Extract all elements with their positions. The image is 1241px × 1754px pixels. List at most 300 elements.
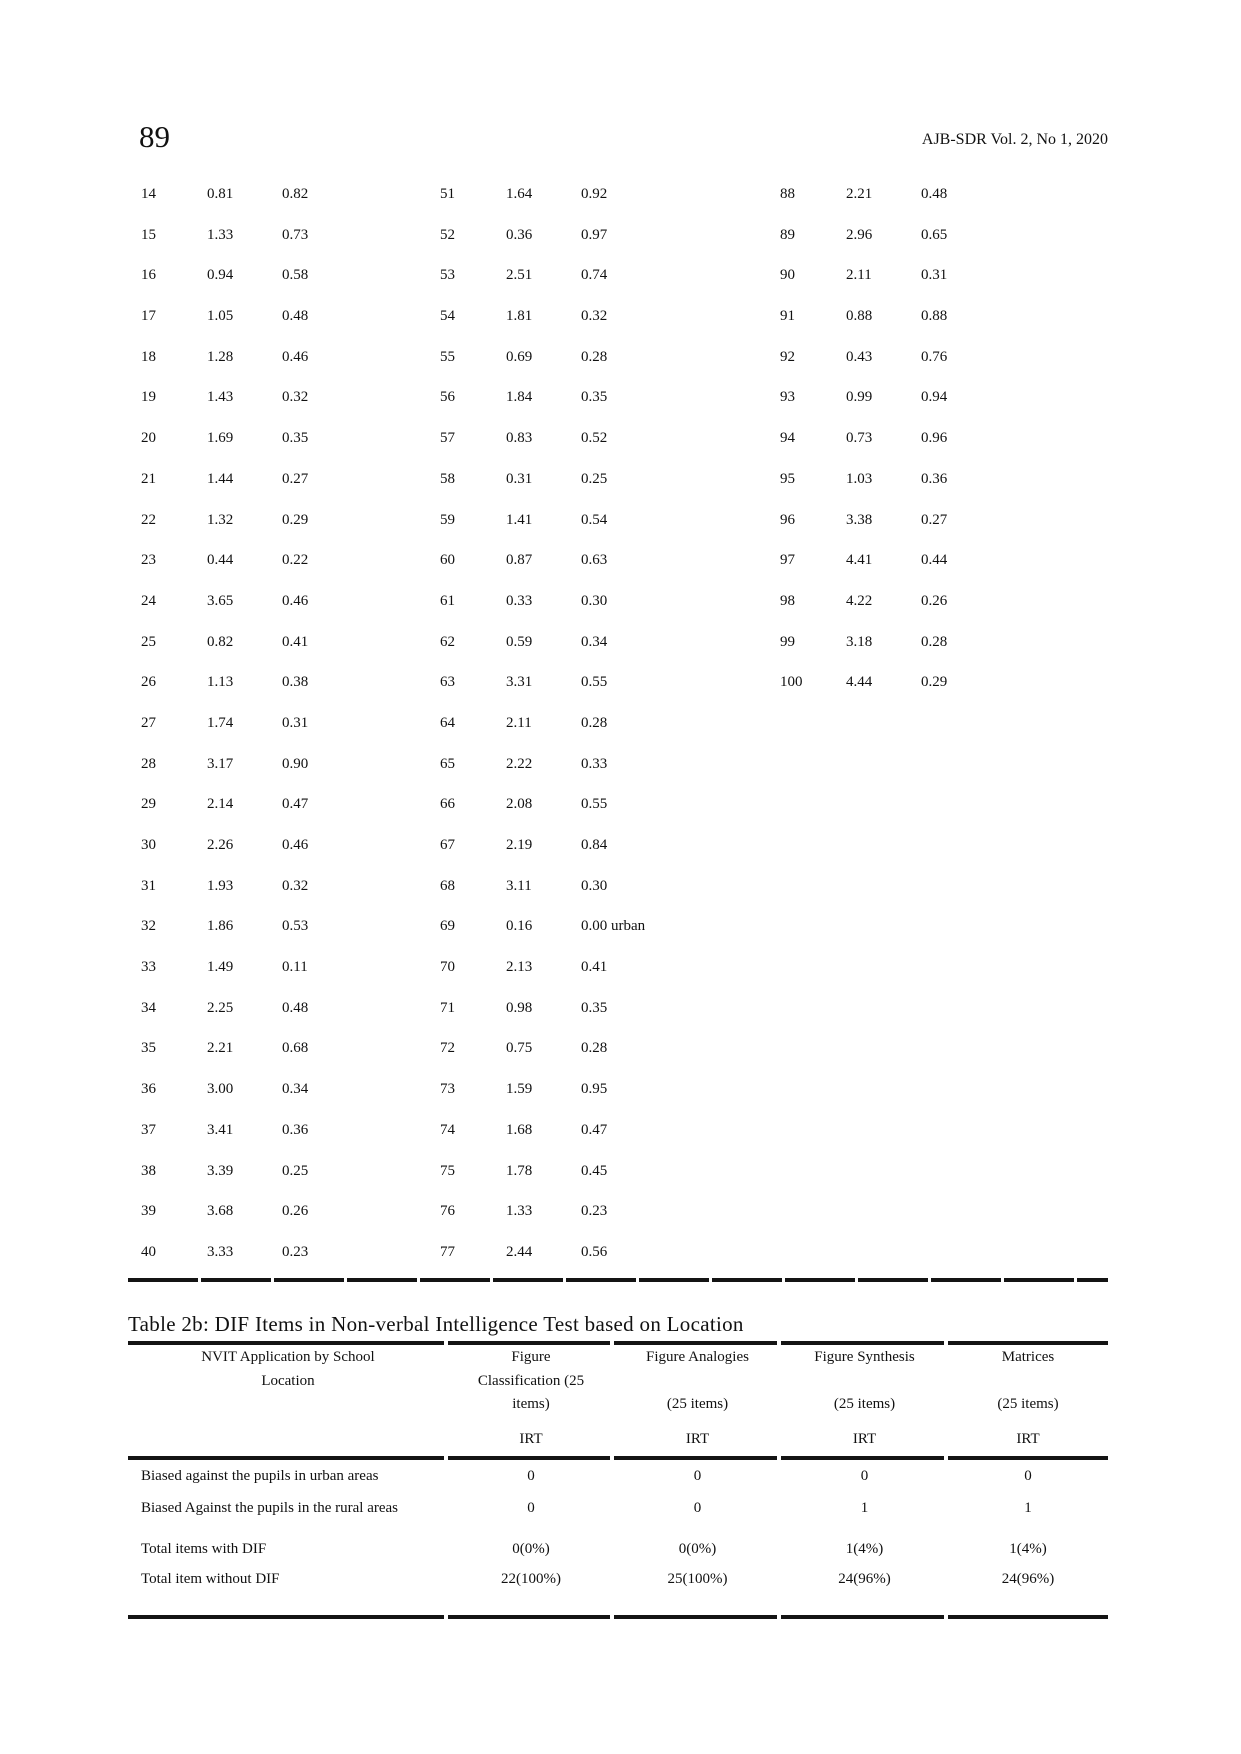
item-number-cell: 19 bbox=[141, 389, 156, 406]
item-param-b-cell: 0.27 bbox=[921, 511, 948, 528]
item-number-cell: 100 bbox=[780, 674, 803, 691]
item-row bbox=[141, 540, 308, 581]
item-number-cell: 33 bbox=[141, 959, 156, 976]
item-number-cell: 29 bbox=[141, 796, 156, 813]
item-param-b-cell: 0.23 bbox=[581, 1203, 608, 1220]
item-number-cell: 57 bbox=[440, 430, 455, 447]
item-param-b-cell: 0.48 bbox=[921, 186, 948, 202]
item-row bbox=[440, 703, 645, 744]
item-row bbox=[141, 1069, 308, 1110]
item-param-b-cell: 0.68 bbox=[282, 1040, 309, 1057]
item-param-b-cell: 0.27 bbox=[282, 470, 309, 487]
item-param-b-cell: 0.30 bbox=[581, 592, 608, 609]
item-param-b-cell: 0.88 bbox=[921, 308, 948, 325]
item-number-cell: 73 bbox=[440, 1081, 455, 1098]
item-param-b-cell: 0.46 bbox=[282, 592, 309, 609]
item-param-b-cell: 0.92 bbox=[581, 186, 608, 202]
item-param-b-cell: 0.35 bbox=[581, 389, 608, 406]
table2b-column-header bbox=[948, 1345, 1108, 1451]
item-number-cell: 31 bbox=[141, 877, 156, 894]
stub-header-line1: NVIT Application by School bbox=[201, 1349, 375, 1365]
item-param-b-cell: 0.76 bbox=[921, 348, 948, 365]
table2b-row bbox=[128, 1462, 1108, 1490]
table2b-column-header bbox=[448, 1345, 614, 1451]
item-param-b-cell: 0.65 bbox=[921, 226, 948, 243]
item-number-cell: 37 bbox=[141, 1121, 156, 1138]
column-header-items-count: items) bbox=[512, 1396, 550, 1412]
item-param-b-cell: 0.74 bbox=[581, 267, 608, 284]
table2b-row bbox=[128, 1534, 1108, 1564]
item-param-a-cell: 0.73 bbox=[846, 430, 873, 447]
item-row bbox=[780, 581, 947, 622]
item-number-cell: 53 bbox=[440, 267, 455, 284]
item-row bbox=[440, 581, 645, 622]
item-row bbox=[780, 296, 947, 337]
item-row bbox=[440, 337, 645, 378]
item-param-a-cell: 0.82 bbox=[207, 633, 234, 650]
item-number-cell: 94 bbox=[780, 430, 795, 447]
item-param-b-cell: 0.28 bbox=[581, 714, 608, 731]
item-param-b-cell: 0.47 bbox=[581, 1121, 608, 1138]
item-param-a-cell: 0.99 bbox=[846, 389, 873, 406]
item-row bbox=[440, 459, 645, 500]
item-number-cell: 59 bbox=[440, 511, 455, 528]
item-param-b-cell: 0.22 bbox=[282, 552, 309, 569]
table2b-caption: Table 2b: DIF Items in Non-verbal Intelligence Test based on Location bbox=[128, 1312, 744, 1336]
item-param-a-cell: 2.21 bbox=[846, 186, 873, 202]
table2b-column-header bbox=[781, 1345, 948, 1451]
table2b-row bbox=[128, 1564, 1108, 1594]
item-param-a-cell: 0.59 bbox=[506, 633, 533, 650]
item-param-a-cell: 3.65 bbox=[207, 592, 234, 609]
row-label: Total items with DIF bbox=[141, 1541, 267, 1557]
item-row bbox=[141, 418, 308, 459]
item-row bbox=[440, 744, 645, 785]
item-row bbox=[780, 622, 947, 663]
item-row bbox=[141, 825, 308, 866]
item-param-a-cell: 3.41 bbox=[207, 1121, 234, 1138]
item-param-b-cell: 0.31 bbox=[921, 267, 948, 284]
item-row bbox=[780, 377, 947, 418]
value-cell-figure-classification: 0 bbox=[527, 1500, 535, 1516]
item-param-a-cell: 3.00 bbox=[207, 1081, 234, 1098]
item-number-cell: 90 bbox=[780, 267, 795, 284]
item-param-b-cell: 0.90 bbox=[282, 755, 309, 772]
item-number-cell: 58 bbox=[440, 470, 455, 487]
item-row bbox=[440, 1110, 645, 1151]
item-param-a-cell: 1.59 bbox=[506, 1081, 533, 1098]
item-table-column-1 bbox=[141, 174, 308, 1273]
item-param-a-cell: 2.51 bbox=[506, 267, 533, 284]
item-row bbox=[440, 1028, 645, 1069]
item-param-a-cell: 1.33 bbox=[207, 226, 234, 243]
item-number-cell: 23 bbox=[141, 552, 156, 569]
item-param-b-cell: 0.32 bbox=[581, 308, 608, 325]
item-row bbox=[780, 255, 947, 296]
irt-label: IRT bbox=[852, 1431, 877, 1447]
item-number-cell: 34 bbox=[141, 999, 156, 1016]
value-cell-figure-synthesis: 0 bbox=[860, 1468, 869, 1484]
item-param-b-cell: 0.32 bbox=[282, 877, 309, 894]
item-param-a-cell: 0.98 bbox=[506, 999, 533, 1016]
item-row bbox=[141, 255, 308, 296]
item-number-cell: 74 bbox=[440, 1121, 455, 1138]
item-param-a-cell: 1.64 bbox=[506, 186, 533, 202]
item-param-a-cell: 2.14 bbox=[207, 796, 234, 813]
column-header-line2 bbox=[614, 1369, 781, 1393]
item-number-cell: 98 bbox=[780, 592, 795, 609]
item-param-b-cell: 0.00 urban bbox=[581, 918, 646, 935]
value-cell-matrices: 1 bbox=[1024, 1500, 1032, 1516]
item-param-a-cell: 3.31 bbox=[506, 674, 533, 691]
item-param-b-cell: 0.35 bbox=[282, 430, 309, 447]
item-param-b-cell: 0.30 bbox=[581, 877, 608, 894]
item-param-a-cell: 0.43 bbox=[846, 348, 873, 365]
item-param-a-cell: 1.68 bbox=[506, 1121, 533, 1138]
item-param-b-cell: 0.32 bbox=[282, 389, 309, 406]
item-param-a-cell: 3.38 bbox=[846, 511, 873, 528]
item-row bbox=[440, 825, 645, 866]
item-param-b-cell: 0.84 bbox=[581, 837, 608, 853]
item-param-b-cell: 0.26 bbox=[921, 592, 948, 609]
item-row bbox=[440, 377, 645, 418]
item-number-cell: 70 bbox=[440, 959, 455, 976]
item-param-b-cell: 0.55 bbox=[581, 674, 608, 691]
item-row bbox=[780, 500, 947, 541]
item-param-a-cell: 0.36 bbox=[506, 226, 533, 243]
item-param-a-cell: 3.17 bbox=[207, 755, 234, 772]
item-param-a-cell: 1.32 bbox=[207, 511, 234, 528]
item-number-cell: 56 bbox=[440, 389, 455, 406]
item-number-cell: 72 bbox=[440, 1040, 455, 1057]
item-param-a-cell: 0.16 bbox=[506, 918, 533, 935]
value-cell-figure-synthesis: 1 bbox=[860, 1500, 869, 1516]
item-number-cell: 93 bbox=[780, 389, 795, 406]
item-number-cell: 76 bbox=[440, 1203, 455, 1220]
item-param-b-cell: 0.41 bbox=[282, 633, 309, 650]
item-number-cell: 24 bbox=[141, 592, 156, 609]
table2b-body bbox=[128, 1462, 1108, 1594]
item-param-a-cell: 0.31 bbox=[506, 470, 533, 487]
column-header-items-count: (25 items) bbox=[997, 1396, 1059, 1412]
item-param-a-cell: 0.88 bbox=[846, 308, 873, 325]
item-param-b-cell: 0.55 bbox=[581, 796, 608, 813]
item-param-a-cell: 1.74 bbox=[207, 714, 234, 731]
item-number-cell: 75 bbox=[440, 1162, 455, 1179]
table2b-column-header bbox=[614, 1345, 781, 1451]
value-cell-figure-analogies: 0 bbox=[693, 1468, 702, 1484]
item-number-cell: 38 bbox=[141, 1162, 156, 1179]
item-row bbox=[141, 215, 308, 256]
item-row bbox=[141, 377, 308, 418]
item-row bbox=[440, 215, 645, 256]
item-number-cell: 32 bbox=[141, 918, 156, 935]
item-param-a-cell: 1.93 bbox=[207, 877, 234, 894]
item-param-b-cell: 0.63 bbox=[581, 552, 608, 569]
item-param-b-cell: 0.46 bbox=[282, 348, 309, 365]
page-number: 89 bbox=[139, 119, 170, 154]
item-row bbox=[780, 540, 947, 581]
item-row bbox=[141, 622, 308, 663]
item-number-cell: 89 bbox=[780, 226, 795, 243]
item-param-a-cell: 2.08 bbox=[506, 796, 533, 813]
item-number-cell: 51 bbox=[440, 186, 455, 202]
row-label: Biased Against the pupils in the rural areas bbox=[141, 1500, 399, 1516]
item-row bbox=[440, 174, 645, 215]
item-param-b-cell: 0.73 bbox=[282, 226, 309, 243]
item-param-a-cell: 2.11 bbox=[506, 714, 532, 731]
item-row bbox=[440, 1191, 645, 1232]
item-param-b-cell: 0.23 bbox=[282, 1243, 309, 1260]
item-row bbox=[141, 866, 308, 907]
item-param-a-cell: 1.84 bbox=[506, 389, 533, 406]
item-table-column-3 bbox=[780, 174, 947, 703]
item-number-cell: 63 bbox=[440, 674, 455, 691]
row-label: Biased against the pupils in urban areas bbox=[141, 1468, 379, 1484]
item-param-a-cell: 2.26 bbox=[207, 837, 234, 853]
item-param-b-cell: 0.47 bbox=[282, 796, 309, 813]
value-cell-figure-classification: 0(0%) bbox=[512, 1541, 550, 1557]
item-param-b-cell: 0.44 bbox=[921, 552, 948, 569]
item-param-b-cell: 0.95 bbox=[581, 1081, 608, 1098]
item-param-a-cell: 0.75 bbox=[506, 1040, 533, 1057]
item-row bbox=[440, 947, 645, 988]
item-param-a-cell: 0.94 bbox=[207, 267, 234, 284]
item-number-cell: 97 bbox=[780, 552, 795, 569]
item-row bbox=[780, 662, 947, 703]
value-cell-figure-synthesis: 1(4%) bbox=[845, 1541, 884, 1557]
item-number-cell: 64 bbox=[440, 714, 455, 731]
item-row bbox=[141, 500, 308, 541]
item-param-a-cell: 3.33 bbox=[207, 1243, 234, 1260]
item-param-a-cell: 2.21 bbox=[207, 1040, 234, 1057]
item-number-cell: 69 bbox=[440, 918, 455, 935]
column-header-line1: Figure Analogies bbox=[646, 1349, 749, 1365]
item-number-cell: 77 bbox=[440, 1243, 455, 1260]
value-cell-figure-synthesis: 24(96%) bbox=[838, 1571, 891, 1587]
item-param-b-cell: 0.46 bbox=[282, 837, 309, 853]
item-param-b-cell: 0.41 bbox=[581, 959, 608, 976]
item-row bbox=[141, 703, 308, 744]
item-param-a-cell: 4.41 bbox=[846, 552, 873, 569]
item-param-b-cell: 0.53 bbox=[282, 918, 309, 935]
item-param-a-cell: 2.22 bbox=[506, 755, 533, 772]
item-param-b-cell: 0.29 bbox=[282, 511, 309, 528]
item-number-cell: 67 bbox=[440, 837, 455, 853]
item-param-a-cell: 1.44 bbox=[207, 470, 234, 487]
item-row bbox=[440, 1069, 645, 1110]
item-number-cell: 52 bbox=[440, 226, 455, 243]
item-param-a-cell: 3.39 bbox=[207, 1162, 234, 1179]
item-param-a-cell: 2.96 bbox=[846, 226, 873, 243]
item-number-cell: 18 bbox=[141, 348, 156, 365]
item-row bbox=[440, 784, 645, 825]
item-param-b-cell: 0.82 bbox=[282, 186, 309, 202]
item-number-cell: 39 bbox=[141, 1203, 156, 1220]
item-param-a-cell: 1.05 bbox=[207, 308, 234, 325]
item-param-b-cell: 0.58 bbox=[282, 267, 309, 284]
item-param-b-cell: 0.34 bbox=[581, 633, 608, 650]
item-table-bottom-rule bbox=[128, 1278, 1108, 1282]
item-number-cell: 61 bbox=[440, 592, 455, 609]
item-number-cell: 91 bbox=[780, 308, 795, 325]
item-param-b-cell: 0.97 bbox=[581, 226, 608, 243]
column-header-items-count: (25 items) bbox=[833, 1396, 896, 1412]
item-row bbox=[141, 581, 308, 622]
column-header-line2: Classification (25 bbox=[477, 1373, 585, 1389]
item-param-a-cell: 0.81 bbox=[207, 186, 234, 202]
item-table-column-2 bbox=[440, 174, 645, 1273]
column-header-line1: Figure bbox=[511, 1349, 551, 1365]
column-header-items-count: (25 items) bbox=[666, 1396, 729, 1412]
item-param-a-cell: 2.44 bbox=[506, 1243, 533, 1260]
value-cell-figure-analogies: 0(0%) bbox=[678, 1541, 717, 1557]
item-number-cell: 71 bbox=[440, 999, 455, 1016]
item-param-b-cell: 0.25 bbox=[282, 1162, 309, 1179]
item-param-b-cell: 0.48 bbox=[282, 999, 309, 1016]
item-param-a-cell: 0.44 bbox=[207, 552, 234, 569]
item-number-cell: 88 bbox=[780, 186, 795, 202]
item-param-b-cell: 0.31 bbox=[282, 714, 309, 731]
item-param-a-cell: 0.87 bbox=[506, 552, 533, 569]
item-row bbox=[780, 215, 947, 256]
item-param-b-cell: 0.28 bbox=[921, 633, 948, 650]
item-number-cell: 40 bbox=[141, 1243, 156, 1260]
item-number-cell: 16 bbox=[141, 267, 156, 284]
value-cell-figure-classification: 22(100%) bbox=[501, 1571, 561, 1587]
row-label: Total item without DIF bbox=[141, 1571, 280, 1587]
item-number-cell: 25 bbox=[141, 633, 156, 650]
item-number-cell: 15 bbox=[141, 226, 156, 243]
item-param-a-cell: 1.28 bbox=[207, 348, 234, 365]
item-row bbox=[141, 1028, 308, 1069]
item-param-b-cell: 0.45 bbox=[581, 1162, 608, 1179]
table2b-bottom-rule bbox=[128, 1615, 1108, 1619]
item-row bbox=[780, 337, 947, 378]
item-param-b-cell: 0.28 bbox=[581, 1040, 608, 1057]
item-param-a-cell: 3.68 bbox=[207, 1203, 234, 1220]
item-param-a-cell: 4.22 bbox=[846, 592, 873, 609]
item-row bbox=[141, 1110, 308, 1151]
item-number-cell: 20 bbox=[141, 430, 156, 447]
irt-label: IRT bbox=[685, 1431, 710, 1447]
item-number-cell: 22 bbox=[141, 511, 156, 528]
item-row bbox=[141, 784, 308, 825]
item-row bbox=[141, 337, 308, 378]
item-row bbox=[141, 459, 308, 500]
item-param-b-cell: 0.11 bbox=[282, 959, 308, 976]
item-param-a-cell: 2.25 bbox=[207, 999, 234, 1016]
item-param-a-cell: 1.49 bbox=[207, 959, 234, 976]
item-number-cell: 36 bbox=[141, 1081, 156, 1098]
item-row bbox=[141, 1151, 308, 1192]
item-number-cell: 30 bbox=[141, 837, 156, 853]
item-param-b-cell: 0.38 bbox=[282, 674, 309, 691]
item-param-a-cell: 3.18 bbox=[846, 633, 873, 650]
item-row bbox=[440, 906, 645, 947]
value-cell-matrices: 1(4%) bbox=[1009, 1541, 1047, 1557]
item-row bbox=[440, 662, 645, 703]
item-row bbox=[141, 1191, 308, 1232]
item-param-a-cell: 4.44 bbox=[846, 674, 873, 691]
value-cell-figure-analogies: 25(100%) bbox=[667, 1571, 728, 1587]
column-header-line1: Matrices bbox=[1001, 1349, 1055, 1365]
item-param-b-cell: 0.54 bbox=[581, 511, 608, 528]
item-number-cell: 26 bbox=[141, 674, 156, 691]
item-param-a-cell: 1.43 bbox=[207, 389, 234, 406]
item-number-cell: 96 bbox=[780, 511, 795, 528]
table2b-header-row bbox=[128, 1345, 1108, 1451]
stub-header-line2: Location bbox=[261, 1373, 315, 1389]
item-number-cell: 60 bbox=[440, 552, 455, 569]
item-number-cell: 35 bbox=[141, 1040, 156, 1057]
item-row bbox=[440, 540, 645, 581]
item-param-a-cell: 3.11 bbox=[506, 877, 532, 894]
item-param-b-cell: 0.35 bbox=[581, 999, 608, 1016]
item-row bbox=[141, 296, 308, 337]
item-param-a-cell: 2.19 bbox=[506, 837, 533, 853]
item-number-cell: 28 bbox=[141, 755, 156, 772]
item-number-cell: 99 bbox=[780, 633, 795, 650]
item-param-a-cell: 0.83 bbox=[506, 430, 533, 447]
item-param-b-cell: 0.28 bbox=[581, 348, 608, 365]
item-row bbox=[780, 459, 947, 500]
item-row bbox=[440, 418, 645, 459]
column-header-line2 bbox=[948, 1369, 1108, 1393]
item-param-a-cell: 0.69 bbox=[506, 348, 533, 365]
item-param-b-cell: 0.36 bbox=[282, 1121, 309, 1138]
column-header-line1: Figure Synthesis bbox=[814, 1349, 915, 1365]
item-param-b-cell: 0.96 bbox=[921, 430, 948, 447]
item-row bbox=[780, 174, 947, 215]
item-number-cell: 21 bbox=[141, 470, 156, 487]
item-param-b-cell: 0.29 bbox=[921, 674, 948, 691]
item-number-cell: 66 bbox=[440, 796, 455, 813]
item-row bbox=[440, 866, 645, 907]
column-header-line2 bbox=[781, 1369, 948, 1393]
irt-label: IRT bbox=[1016, 1431, 1040, 1447]
item-row bbox=[141, 988, 308, 1029]
item-number-cell: 65 bbox=[440, 755, 455, 772]
item-param-a-cell: 1.86 bbox=[207, 918, 234, 935]
item-param-a-cell: 1.33 bbox=[506, 1203, 533, 1220]
item-row bbox=[440, 500, 645, 541]
item-row bbox=[440, 255, 645, 296]
item-param-b-cell: 0.34 bbox=[282, 1081, 309, 1098]
value-cell-matrices: 0 bbox=[1024, 1468, 1032, 1484]
item-number-cell: 68 bbox=[440, 877, 455, 894]
item-row bbox=[141, 744, 308, 785]
item-param-b-cell: 0.33 bbox=[581, 755, 608, 772]
item-row bbox=[440, 1151, 645, 1192]
item-param-a-cell: 1.41 bbox=[506, 511, 533, 528]
item-number-cell: 62 bbox=[440, 633, 455, 650]
item-row bbox=[141, 174, 308, 215]
item-row bbox=[440, 296, 645, 337]
item-row bbox=[780, 418, 947, 459]
item-param-a-cell: 2.11 bbox=[846, 267, 872, 284]
irt-label: IRT bbox=[519, 1431, 543, 1447]
item-param-b-cell: 0.48 bbox=[282, 308, 309, 325]
item-row bbox=[440, 1232, 645, 1273]
item-number-cell: 54 bbox=[440, 308, 455, 325]
item-param-b-cell: 0.26 bbox=[282, 1203, 309, 1220]
journal-header: AJB-SDR Vol. 2, No 1, 2020 bbox=[921, 131, 1108, 148]
item-param-b-cell: 0.25 bbox=[581, 470, 608, 487]
table2b-stub-header bbox=[128, 1345, 448, 1451]
item-param-a-cell: 1.81 bbox=[506, 308, 533, 325]
item-row bbox=[141, 662, 308, 703]
